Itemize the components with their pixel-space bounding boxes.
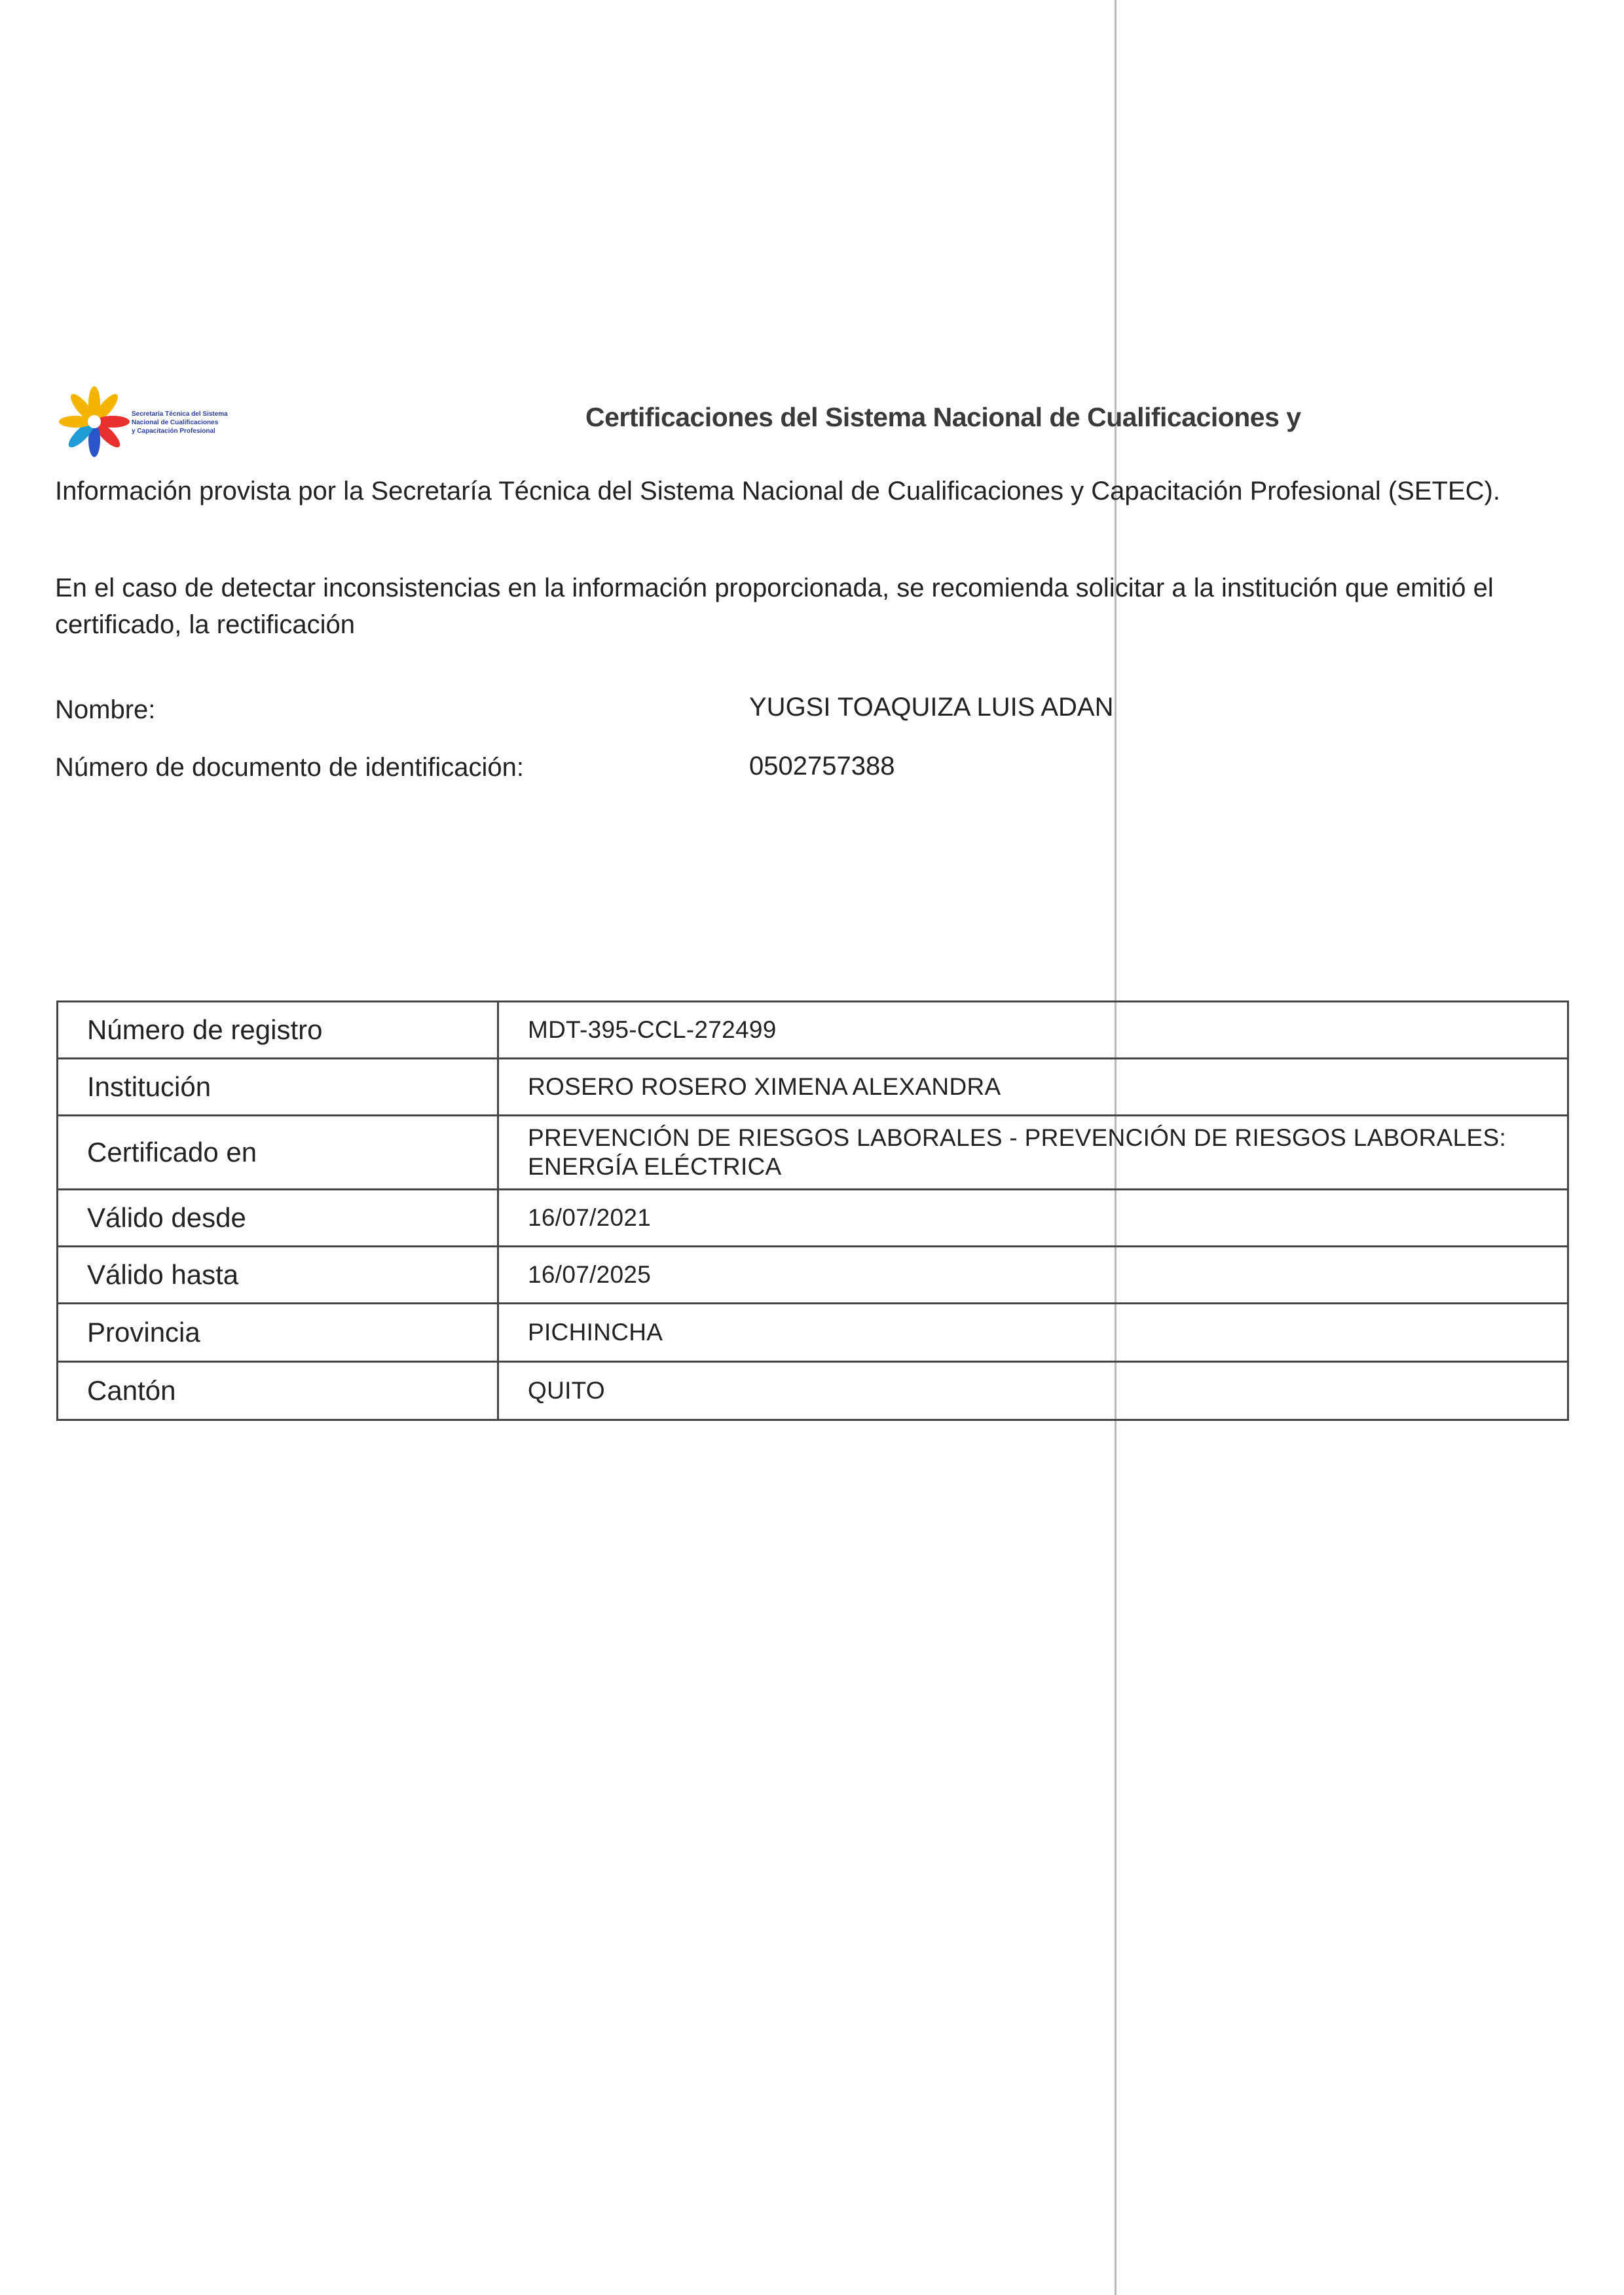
table-row xyxy=(58,1190,1568,1247)
logo-text-line: Secretaría Técnica del Sistema xyxy=(132,411,228,418)
table-row xyxy=(58,1362,1568,1420)
canton-value: QUITO xyxy=(498,1362,1568,1420)
name-value: YUGSI TOAQUIZA LUIS ADAN xyxy=(749,693,1114,722)
valid-until-label: Válido hasta xyxy=(58,1247,498,1304)
registration-number-label: Número de registro xyxy=(58,1002,498,1059)
name-label: Nombre: xyxy=(55,695,156,724)
province-label: Provincia xyxy=(58,1304,498,1362)
institution-label: Institución xyxy=(58,1059,498,1116)
valid-from-value: 16/07/2021 xyxy=(498,1190,1568,1247)
setec-logo xyxy=(58,385,293,458)
logo-text-line: Nacional de Cualificaciones xyxy=(132,419,219,426)
valid-from-label: Válido desde xyxy=(58,1190,498,1247)
institution-value: ROSERO ROSERO XIMENA ALEXANDRA xyxy=(498,1059,1568,1116)
id-number-label: Número de documento de identificación: xyxy=(55,753,524,782)
intro-paragraph-rectification: En el caso de detectar inconsistencias en la información proporcionada, se recomienda solicitar a la institución que emitió el certificado, la rectificación xyxy=(55,574,1494,639)
table-row xyxy=(58,1116,1568,1190)
table-row xyxy=(58,1059,1568,1116)
intro-paragraph-source: Información provista por la Secretaría Técnica del Sistema Nacional de Cualificaciones y Capacitación Profesional (SETEC). xyxy=(55,477,1500,505)
valid-until-value: 16/07/2025 xyxy=(498,1247,1568,1304)
table-row xyxy=(58,1002,1568,1059)
province-value: PICHINCHA xyxy=(498,1304,1568,1362)
setec-star-logo-icon xyxy=(58,385,131,458)
canton-label: Cantón xyxy=(58,1362,498,1420)
document-title: Certificaciones del Sistema Nacional de Cualificaciones y xyxy=(585,402,1301,432)
registration-number-value: MDT-395-CCL-272499 xyxy=(498,1002,1568,1059)
table-row xyxy=(58,1304,1568,1362)
certified-in-label: Certificado en xyxy=(58,1116,498,1190)
logo-text-line: y Capacitación Profesional xyxy=(132,428,215,435)
logo-wordmark xyxy=(132,410,289,435)
certified-in-value: PREVENCIÓN DE RIESGOS LABORALES - PREVENCIÓN DE RIESGOS LABORALES: ENERGÍA ELÉCTRICA xyxy=(498,1116,1568,1190)
id-number-value: 0502757388 xyxy=(749,752,895,780)
table-row xyxy=(58,1247,1568,1304)
document-header xyxy=(58,380,1577,465)
certificate-details-table xyxy=(56,1001,1569,1421)
